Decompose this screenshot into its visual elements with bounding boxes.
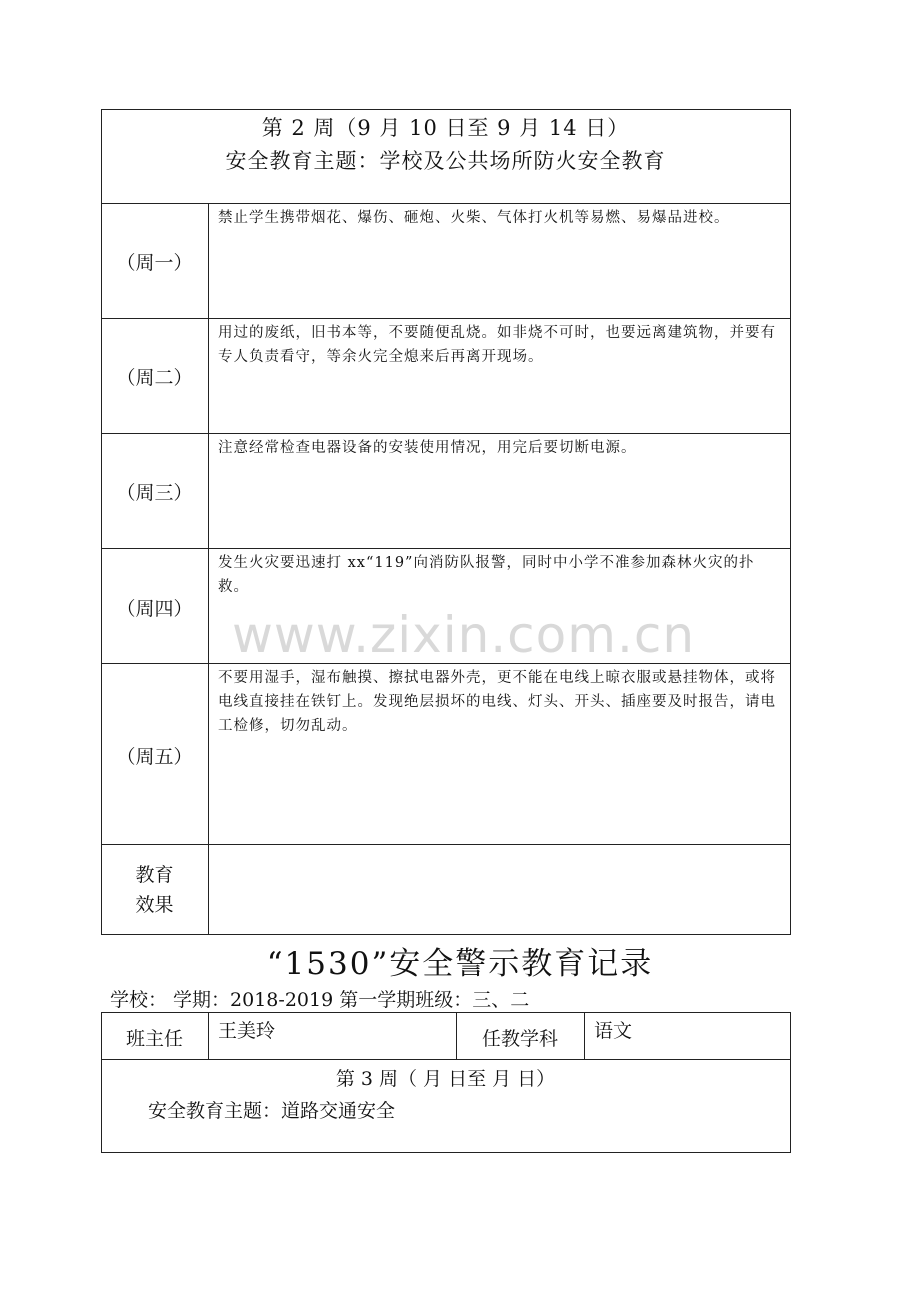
day-label-friday: （周五） xyxy=(116,746,193,768)
week2-date-header: 第 2 周（9 月 10 日至 9 月 14 日） xyxy=(261,116,630,140)
day-label-thursday: （周四） xyxy=(116,598,193,620)
day-label-wednesday: （周三） xyxy=(116,482,193,504)
day-content-friday: 不要用湿手，湿布触摸、擦拭电器外壳，更不能在电线上晾衣服或悬挂物体，或将电线直接挂在铁钉上。发现绝层损坏的电线、灯头、开头、插座要及时报告，请电工检修，切勿乱动。 xyxy=(218,670,776,734)
record-title: “1530”安全警示教育记录 xyxy=(266,946,654,982)
week3-theme: 安全教育主题：道路交通安全 xyxy=(148,1100,396,1122)
day-content-thursday: 发生火灾要迅速打 xx“119”向消防队报警，同时中小学不准参加森林火灾的扑救。 xyxy=(218,555,755,595)
week3-date-header: 第 3 周（ 月 日至 月 日） xyxy=(335,1068,556,1090)
effect-label-line1: 教育 xyxy=(135,864,174,886)
day-label-monday: （周一） xyxy=(116,252,193,274)
subject-label: 任教学科 xyxy=(481,1028,558,1050)
effect-label xyxy=(101,860,208,920)
day-content-tuesday: 用过的废纸，旧书本等，不要随便乱烧。如非烧不可时，也要远离建筑物，并要有专人负责看守，等余火完全熄来后再离开现场。 xyxy=(218,325,776,365)
week2-theme-header: 安全教育主题：学校及公共场所防火安全教育 xyxy=(225,149,666,173)
school-term-line: 学校： 学期：2018-2019 第一学期班级：三、二 xyxy=(110,989,530,1011)
watermark: www.zixin.com.cn xyxy=(232,606,696,664)
effect-label-line2: 效果 xyxy=(135,894,174,916)
subject-value: 语文 xyxy=(594,1020,633,1042)
day-content-wednesday: 注意经常检查电器设备的安装使用情况，用完后要切断电源。 xyxy=(218,440,637,456)
teacher-value: 王美玲 xyxy=(218,1020,276,1042)
day-label-tuesday: （周二） xyxy=(116,367,193,389)
day-content-monday: 禁止学生携带烟花、爆伤、砸炮、火柴、气体打火机等易燃、易爆品进校。 xyxy=(218,210,730,226)
teacher-label: 班主任 xyxy=(125,1028,183,1050)
